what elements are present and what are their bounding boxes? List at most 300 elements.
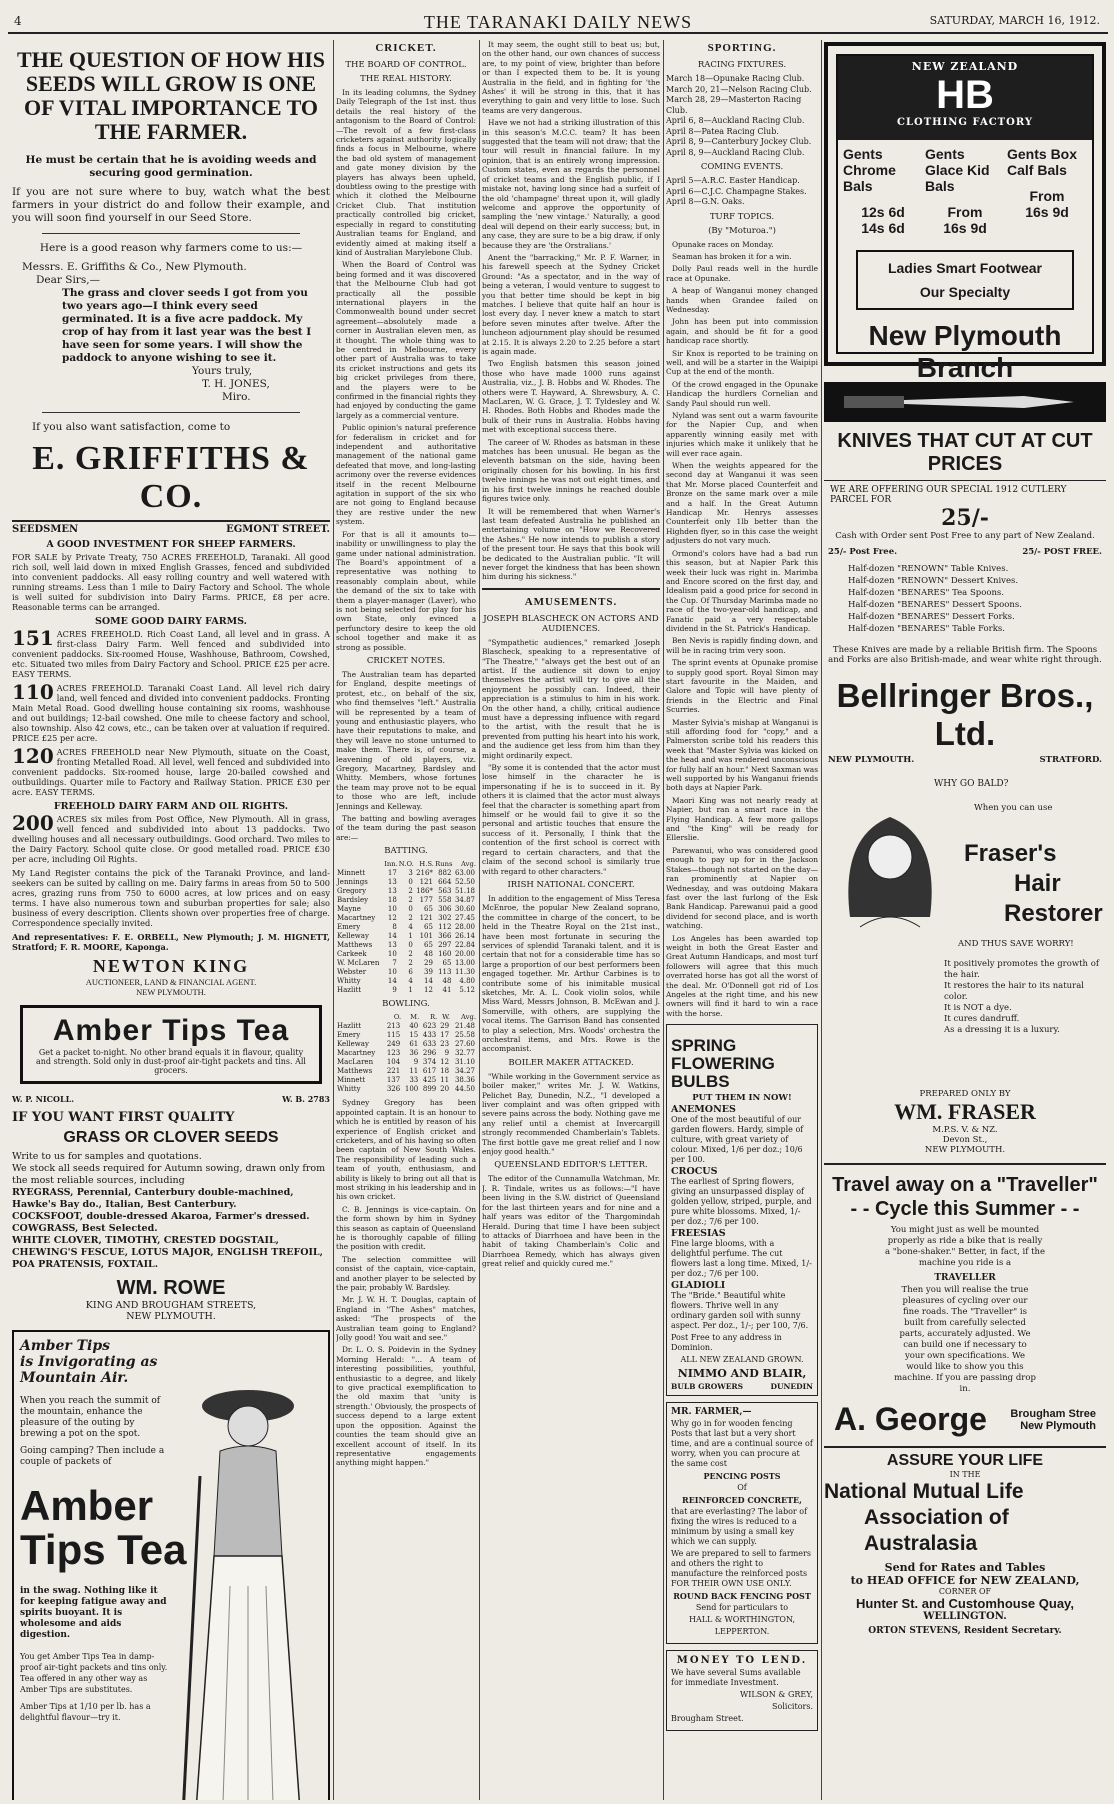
shoe-item — [1007, 146, 1087, 236]
bulbs-h2: FLOWERING — [671, 1054, 775, 1074]
cricket-p8: C. B. Jennings is vice-captain. On the form shown by him in Sydney this season as captain of Queensland he is thoroughly capable of filling the position with credit. — [336, 1204, 476, 1252]
shoe-item — [925, 146, 1005, 236]
rowe-name: WM. ROWE — [116, 1277, 226, 1299]
bulbs-h1: SPRING — [671, 1036, 737, 1056]
satisfaction-text: If you also want satisfaction, come to — [32, 421, 231, 433]
batting-cell: 29 — [424, 959, 433, 968]
cricket-p2: When the Board of Control was being formed and it was discovered that the Melbourne Club had got practically all the possible international players in the Commonwealth bound under secret agreement—absolutely made a corner in Australian eleven men, as it thought. The whole thing was to be centred in Melbourne, every other part of Australia was to take its cricket instructions and gets its big cricket privileges from there, and the players were to be confirmed in the financial rights they had enjoyed by conducting the game largely as a commercial venture. — [336, 260, 476, 420]
batting-cell: 17 — [387, 869, 397, 878]
divider — [824, 480, 1106, 481]
batting-table — [336, 860, 476, 995]
bowling-cell: 100 — [404, 1085, 419, 1094]
tips-brand2: Tips Tea — [20, 1526, 187, 1573]
tips-head3: Mountain Air. — [20, 1370, 129, 1386]
branch-name: New Plymouth Branch — [868, 320, 1062, 383]
agent-role: AUCTIONEER, LAND & FINANCIAL AGENT. — [85, 977, 257, 987]
turf-p6: Sir Knox is reported to be training on well, and will be a starter in the Waipipi Cup at the end of the month. — [666, 348, 818, 377]
hair-b1: It positively promotes the growth of the hair. — [944, 959, 1099, 980]
farm-120: 120 ACRES FREEHOLD near New Plymouth, situate on the Coast, fronting Metalled Road. All level, well fenced and subdivided into convenient paddocks. Six-roomed house, large 20-bailed cowshed and outbuildings. Quarter mile to Factory and Railway Station. PRICE £30 per acre. EASY TERMS. — [12, 744, 330, 797]
seedsmen-label: SEEDSMEN — [12, 524, 79, 535]
col3-p8: "By some it is contended that the actor must lose himself in the character he is impersonating if he is to succeed in it. By others it is claimed that the actor must always feel that the character is something apart from himself or he would fail to give it so the personal and artistic touches that ensure the success of it. Personally, I think that the contention of the first school is correct with regard to certain characters, and that the claim of the second school is similarly true with regard to other characters." — [482, 763, 660, 876]
smart-line2: Our Specialty — [919, 284, 1011, 300]
bowling-cell: 12 — [440, 1058, 450, 1067]
batting-cell: 13 — [387, 941, 397, 950]
batting-cell: 14 — [387, 932, 397, 941]
knives-title: KNIVES THAT CUT AT CUT PRICES — [837, 430, 1093, 475]
column-rule — [663, 40, 664, 1800]
tips-p1: When you reach the summit of the mountain, enhance the pleasure of the outing by brewing a pot on the spot. — [20, 1396, 161, 1439]
hair-cred: M.P.S. V. & NZ. — [932, 1125, 998, 1135]
batting-cell: W. McLaren — [337, 959, 380, 968]
bowling-cell: 25.58 — [454, 1031, 475, 1040]
bowling-cell: 213 — [386, 1022, 401, 1031]
bowling-header-cell: O. — [393, 1013, 402, 1022]
fence-firm: HALL & WORTHINGTON, — [688, 1615, 796, 1625]
hair-b4: It cures dandruff. — [944, 1014, 1020, 1024]
bowling-cell: 9 — [444, 1049, 450, 1058]
batting-cell: 302 — [438, 914, 452, 923]
tips-p2: Going camping? Then include a couple of packets of — [20, 1446, 165, 1467]
farms-p1: FOR SALE by Private Treaty, 750 ACRES FREEHOLD, Taranaki. All good rich soil, well laid down in mixed English Grasses, fenced and subdivided into convenient paddocks. All easy rolling country and well watered with running streams. Less than 1 mile to Dairy Factory and School. The whole is well suited for subdivision into Dairy Farms. PRICE, £8 per acre. Reasonable terms can be arranged. — [12, 552, 330, 612]
farms-head-2: SOME GOOD DAIRY FARMS. — [95, 616, 247, 627]
coming-event-item: April 6—C.J.C. Champagne Stakes. — [666, 186, 807, 196]
bulbs-post: Post Free to any address in Dominion. — [671, 1333, 782, 1353]
turf-p14: Maori King was not nearly ready at Napier, but ran a smart race in the Flying Handicap. A few more gallops and "the King" will be ready for Ellerslie. — [666, 795, 818, 843]
knives-post — [824, 541, 1106, 563]
bowling-cell: 123 — [386, 1049, 401, 1058]
bowling-header-cell — [336, 1013, 383, 1022]
bowling-cell: 633 — [422, 1040, 437, 1049]
column-rule — [821, 40, 822, 1800]
cycle-town: New Plymouth — [1020, 1419, 1096, 1432]
hair-benefits — [944, 959, 1104, 1036]
bowling-cell: 296 — [422, 1049, 437, 1058]
tips-p4: You get Amber Tips Tea in damp-proof air-tight packets and tins only. Tea offered in any other way as Amber Tips are substitutes. — [20, 1652, 168, 1694]
divider — [482, 588, 660, 590]
bowling-cell: Whitty — [337, 1085, 361, 1094]
batting-cell: 2 — [408, 887, 413, 896]
amber-tips-sub: Get a packet to-night. No other brand equals it in flavour, quality and strength. Sold only in dust-proof air-tight packets and tins. All grocers. — [35, 1048, 306, 1075]
batting-cell: 1 — [408, 932, 413, 941]
queensland-title: QUEENSLAND EDITOR'S LETTER. — [494, 1160, 648, 1171]
batting-row — [336, 950, 476, 959]
life-addr: Hunter St. and Customhouse Quay, — [856, 1596, 1074, 1611]
bowling-cell: 61 — [409, 1040, 419, 1049]
fixture-item: March 18—Opunake Racing Club. — [666, 74, 805, 83]
shoe-name: Gents Chrome Bals — [843, 146, 896, 194]
cycle-address — [1010, 1408, 1096, 1432]
life-corner: CORNER OF — [938, 1587, 992, 1596]
cycle-street: Brougham Stree — [1010, 1407, 1096, 1420]
letter-greeting: Dear Sirs,— — [36, 274, 101, 286]
batting-row — [336, 878, 476, 887]
batting-cell: 177 — [419, 896, 433, 905]
hair-brand — [964, 839, 1103, 929]
cricket-p1: In its leading columns, the Sydney Daily Telegraph of the 1st inst. thus details the real history of the antagonism to the Board of Control:—The revolt of a few first-class cricketers against authority logically finds a focus in Melbourne, where the bad old system of management and gate money division by the players has always been upheld, doubtless owing to the prestige with which it clothed the Melbourne Cricket Club. That institution practically controlled big cricket, especially in regard to constituting Australian teams for England, and evidently aimed at making itself a kind of Australian Marylebone Club. — [336, 88, 476, 257]
bowling-cell: Kelleway — [337, 1040, 369, 1049]
testimonial-letter — [12, 261, 330, 404]
griffiths-brand: E. GRIFFITHS & CO. — [32, 440, 310, 515]
turf-p7: Of the crowd engaged in the Opunake Handicap the hurdlers Cornelian and Sandy Paul should run well. — [666, 379, 818, 408]
bowling-cell: Hazlitt — [337, 1022, 362, 1031]
batting-cell: 10 — [387, 968, 397, 977]
batting-cell: Bardsley — [337, 896, 369, 905]
knife-item: Half-dozen "BENARES" Dessert Spoons. — [848, 600, 1022, 610]
bowling-cell: 40 — [409, 1022, 419, 1031]
tips-head2: is Invigorating as — [20, 1354, 158, 1370]
shoe-price — [843, 204, 923, 236]
bowling-body — [336, 1022, 476, 1094]
bowling-row — [336, 1031, 476, 1040]
col3-p11: The editor of the Cunnamulla Watchman, Mr. J. R. Tindale, writes us as follows:—"I have been living in the S.W. district of Queensland for the last thirteen years and for nine and a half years was editor of the Thargomindah Herald. During that time I have been subject to attacks of Diarrhoea and have been in the habit of taking Chamberlain's Colic and Diarrhoea Remedy, which has always given great relief and quickly cured me." — [482, 1174, 660, 1269]
hair-firm: WM. FRASER — [894, 1099, 1036, 1124]
batting-cell: 48 — [424, 950, 433, 959]
street-label: EGMONT STREET. — [226, 524, 330, 535]
fence-h2: PENCING POSTS — [703, 1471, 781, 1482]
letter-name: T. H. JONES, — [202, 378, 270, 390]
shoe-list — [838, 140, 1092, 236]
col3-p1: It may seem, the ought still to beat us; but, on the other hand, our own chances of success are, to my point of view, brighter than before or than I expected them to be. It is young Australia in the field, and in fighting for 'the Ashes' it will be strong in this, that it has everything to gain and very little to lose. Such teams are very dangerous. — [482, 40, 660, 115]
cricket-p6: The batting and bowling averages of the team during the past season are:— — [336, 814, 476, 842]
newspaper-title: THE TARANAKI DAILY NEWS — [423, 12, 693, 32]
turf-title: TURF TOPICS. — [709, 211, 775, 222]
batting-row — [336, 869, 476, 878]
bowling-header-cell: R. — [429, 1013, 438, 1022]
life-city: WELLINGTON. — [923, 1611, 1007, 1622]
knives-note: These Knives are made by a reliable British firm. The Spoons and Forks are also British-made, and wear white right through. — [828, 645, 1102, 665]
amusements-sub: JOSEPH BLASCHECK ON ACTORS AND AUDIENCES. — [483, 613, 659, 634]
rowe-h1: IF YOU WANT FIRST QUALITY — [12, 1110, 235, 1125]
rowe-p1: Write to us for samples and quotations. — [12, 1151, 202, 1162]
col3-p2: Have we not had a striking illustration of this in this season's M.C.C. team? It has been suggested that the team will not draw; that the tour will result in financial failure. In my opinion, that is an entirely wrong impression. Custom states, even as regards the personnel of cricket teams and the English public, if I mistake not, having long since had a surfeit of the old 'champagne' threat upon it, will gladly welcome and approve the opportunity of sampling the 'new vintage.' Naturally, a good deal will depend on their early success; but, in any case, they are sure to be a big draw, if only because they are 'the Orstralians.' — [482, 118, 660, 250]
fence-p1: Why go in for wooden fencing Posts that last but a very short time, and are a continual source of worry, when you can procure at the same cost — [671, 1419, 813, 1469]
batting-cell: 7 — [392, 959, 397, 968]
column-advertisements-right — [824, 40, 1106, 1800]
life-h3: Association of Australasia — [864, 1506, 1009, 1555]
bowling-row — [336, 1067, 476, 1076]
batting-cell: 14 — [387, 977, 397, 986]
letter-body: The grass and clover seeds I got from you two years ago—I think every seed germinated. It is a five acre paddock. My crop of hay from it last year was the best I have seen for some years. I will show the paddock to anyone wishing to see it. — [62, 287, 312, 364]
bellringer-name: Bellringer Bros., Ltd. — [836, 677, 1094, 752]
batting-cell: 10 — [387, 950, 397, 959]
hair-b2: It restores the hair to its natural color. — [944, 981, 1084, 1002]
turf-p15: Parewanui, who was considered good enough to pay up for in the Jackson Stakes—though not started on the day—ran prominently at Napier on Wednesday, and was outdoing Makara fast over the last furlong of the Esk Bank Handicap. Parewanui paid a good dividend for second place, and is worth watching. — [666, 845, 818, 931]
batting-cell: Whitty — [337, 977, 361, 986]
batting-cell: Gregory — [337, 887, 367, 896]
batting-row — [336, 968, 476, 977]
cricket-p9: The selection committee will consist of the captain, vice-captain, and another player to be selected by the pair, probably W. Bardsley. — [336, 1254, 476, 1292]
cricket-p4: For that is all it amounts to—inability or unwillingness to play the game under national administration. The Board's appointment of a representative was nothing to reasonably complain about, while the demand of the six to take with them a player-manager (Laver), who is not being selected for play for his own State, only evinced a perfunctory desire to keep the old school together and make it as strong as possible. — [336, 529, 476, 652]
cycle-h2: - - Cycle this Summer - - — [850, 1198, 1080, 1220]
knives-cash: Cash with Order sent Post Free to any part of New Zealand. — [835, 531, 1095, 541]
cricket-sub1: THE BOARD OF CONTROL. — [345, 60, 467, 70]
batting-cell: 366 — [438, 932, 452, 941]
seeds-lead: He must be certain that he is avoiding weeds and securing good germination. — [25, 154, 317, 179]
coming-events-list — [666, 176, 818, 208]
shoe-price — [925, 204, 1005, 236]
shoe-price — [1007, 188, 1087, 220]
batting-cell: 2 — [408, 896, 413, 905]
fixture-item: March 20, 21—Nelson Racing Club. — [666, 84, 812, 94]
batting-cell: 0 — [408, 941, 413, 950]
hair-b3: It is NOT a dye. — [944, 1003, 1012, 1013]
bowling-cell: MacLaren — [337, 1058, 374, 1067]
batting-body — [336, 869, 476, 995]
fence-h3: REINFORCED CONCRETE, — [682, 1495, 802, 1506]
fence-send: Send for particulars to — [695, 1603, 789, 1613]
hair-name1: Fraser's — [964, 840, 1057, 867]
column-news-middle — [482, 40, 660, 1800]
shoe-item — [843, 146, 923, 236]
amusements-title: AMUSEMENTS. — [524, 595, 618, 608]
bowling-cell: 38.36 — [454, 1076, 475, 1085]
batting-cell: 13.00 — [454, 959, 475, 968]
bulb-desc: Fine large blooms, with a delightful perfume. The cut flowers last a long time. Mixed, 1/- per doz.; 7/6 per 100. — [671, 1239, 812, 1279]
bellringer-right: STRATFORD. — [1039, 755, 1102, 765]
batting-cell: 2 — [408, 950, 413, 959]
batting-cell: 558 — [438, 896, 452, 905]
divider — [42, 233, 300, 234]
hair-why: WHY GO BALD? — [934, 779, 1009, 789]
shoe-name: Gents Box Calf Bals — [1007, 146, 1078, 178]
cycle-brand: TRAVELLER — [934, 1273, 996, 1283]
amber-tips-title: Amber Tips Tea — [52, 1014, 290, 1047]
col3-p5: The career of W. Rhodes as batsman in these matches has been unusual. He began as the eleventh batsman on the side, having been originally chosen for his bowling. In his first twelve innings he was not out eight times, and in his first twelve innings he reached double figures twice only. — [482, 437, 660, 504]
bowling-cell: 18 — [440, 1067, 450, 1076]
batting-cell: 20.00 — [454, 950, 475, 959]
batting-cell: Hazlitt — [337, 986, 362, 995]
bowling-row — [336, 1049, 476, 1058]
batting-cell: 52.50 — [454, 878, 475, 887]
tips-p3: in the swag. Nothing like it for keeping fatigue away and spirits buoyant. It is wholesome and aids digestion. — [20, 1586, 167, 1640]
bulbs-ad — [666, 1024, 818, 1396]
hb-footwear-ad — [824, 42, 1106, 383]
tips-brand1: Amber — [20, 1482, 154, 1529]
shoe-price-1: 12s 6d — [861, 204, 905, 220]
batting-cell: 65 — [424, 941, 433, 950]
bowling-cell: 249 — [386, 1040, 401, 1049]
life-h1: ASSURE YOUR LIFE — [886, 1452, 1044, 1469]
batting-cell: 306 — [438, 905, 452, 914]
batting-row — [336, 932, 476, 941]
turf-p5: John has been put into commission again, and should be fit for a good handicap race shortly. — [666, 317, 818, 346]
representatives: And representatives: F. E. ORBELL, New Plymouth; J. M. HIGNETT, Stratford; F. R. MOORE, Kaponga. — [12, 932, 330, 952]
knives-post-left: 25/- Post Free. — [828, 547, 898, 557]
knives-price: 25/- — [941, 505, 989, 531]
hair-street: Devon St., — [942, 1135, 988, 1145]
fixture-item: March 28, 29—Masterton Racing Club. — [666, 95, 802, 115]
money-p: We have several Sums available for immediate Investment. — [671, 1668, 801, 1688]
batting-row — [336, 923, 476, 932]
hair-prep: PREPARED ONLY BY — [919, 1089, 1011, 1099]
batting-cell: 2 — [408, 959, 413, 968]
bowling-table — [336, 1013, 476, 1094]
bulb-name: ANEMONES — [671, 1104, 736, 1116]
cycle-p2: Then you will realise the true pleasures of cycling over our fine roads. The "Traveller" is built from carefully selected parts, accurately adjusted. We can build one if necessary to your own specifications. We would like to show you this machine. If you are passing drop in. — [894, 1285, 1036, 1394]
batting-cell: 12 — [387, 914, 397, 923]
batting-header-cell: Inn. — [384, 860, 398, 869]
fence-town: LEPPERTON. — [714, 1627, 770, 1637]
bowling-header-row — [336, 1013, 476, 1022]
batting-cell: Webster — [337, 968, 367, 977]
bulb-item — [671, 1105, 813, 1165]
bulb-item — [671, 1229, 813, 1279]
batting-cell: 26.14 — [454, 932, 475, 941]
bowling-cell: 31.10 — [454, 1058, 475, 1067]
hb-nz: NEW ZEALAND — [911, 60, 1019, 73]
tips-head1: Amber Tips — [20, 1338, 111, 1354]
bulb-name: CROCUS — [671, 1166, 718, 1178]
batting-cell: 11.30 — [454, 968, 475, 977]
turf-p9: When the weights appeared for the second day at Wanganui it was seen that Mr. Morse placed Counterfeit and Bronze on the same mark over a mile and a half. In the Great Autumn Handicap Mr. Henrys assesses Counterfeit only 1lb better than the Highden flyer, so in this case the weight adjusters do not vary much. — [666, 461, 818, 546]
issue-date: SATURDAY, MARCH 16, 1912. — [929, 14, 1100, 27]
batting-header-row — [336, 860, 476, 869]
batting-cell: 51.18 — [454, 887, 475, 896]
bulbs-put: PUT THEM IN NOW! — [692, 1093, 792, 1104]
bowling-row — [336, 1040, 476, 1049]
farm-200: 200 ACRES six miles from Post Office, New Plymouth. All in grass, well fenced and subdivided into about 13 paddocks. Two dwelling houses and all necessary outbuildings. Good orchard. Two miles to the Dairy Factory. School quite close. Or good metalled road. PRICE £30 per acre, including Oil Rights. — [12, 811, 330, 864]
life-h2: National Mutual Life — [824, 1480, 1024, 1503]
seeds-reason: Here is a good reason why farmers come to us:— — [39, 242, 303, 254]
rowe-addr2: NEW PLYMOUTH. — [126, 1311, 216, 1322]
bulb-items — [671, 1105, 813, 1331]
hair-when: When you can use — [974, 803, 1053, 813]
batting-row — [336, 887, 476, 896]
bowling-cell: 221 — [386, 1067, 401, 1076]
batting-row — [336, 896, 476, 905]
knife-items — [824, 563, 1106, 635]
fence-h4: ROUND BACK FENCING POST — [673, 1591, 811, 1602]
batting-cell: 39 — [424, 968, 433, 977]
batting-cell: 65 — [424, 905, 433, 914]
cricket-p3: Public opinion's natural preference for federalism in cricket and for independent and authoritative management of the national game defeated that move, and long-lasting acrimony over the reverse evidences itself in the recent Melbourne agitation in support of the six who are not going to England because they are restive under the new system. — [336, 423, 476, 527]
batting-cell: 113 — [438, 968, 452, 977]
batting-cell: 4 — [408, 923, 413, 932]
seeds-headline: THE QUESTION OF HOW HIS SEEDS WILL GROW IS ONE OF VITAL IMPORTANCE TO THE FARMER. — [16, 47, 326, 144]
fixtures-list — [666, 74, 818, 158]
agent-name: NEWTON KING — [92, 956, 250, 976]
batting-cell: 5.12 — [459, 986, 475, 995]
batting-cell: 297 — [438, 941, 452, 950]
col3-p6: It will be remembered that when Warner's last team defeated Australia he published an entertaining volume on "How we Recovered the Ashes." He now intends to publish a story of the present tour. He says that this book will be dedicated to the Australian public. "It will never forget the kindness that has been shown him during his sickness." — [482, 506, 660, 582]
fence-p3: We are prepared to sell to farmers and others the right to manufacture the reinforced posts FOR THEIR OWN USE ONLY. — [671, 1549, 811, 1589]
shoe-name: Gents Glace Kid Bals — [925, 146, 990, 194]
batting-cell: 9 — [392, 986, 397, 995]
batting-cell: 882 — [438, 869, 452, 878]
batting-cell: 664 — [438, 878, 452, 887]
fence-h: MR. FARMER,— — [671, 1407, 752, 1418]
bowling-cell: 11 — [409, 1067, 419, 1076]
batting-cell: 48 — [442, 977, 452, 986]
turf-p2: Seaman has broken it for a win. — [672, 251, 792, 261]
batting-cell: 2 — [408, 914, 413, 923]
cricket-title: CRICKET. — [375, 42, 437, 54]
bowling-row — [336, 1085, 476, 1094]
bowling-cell: Minnett — [337, 1076, 366, 1085]
amber-footer-right: W. B. 2783 — [282, 1094, 330, 1104]
rowe-p4: COCKSFOOT, double-dressed Akaroa, Farmer's dressed. — [12, 1211, 310, 1222]
letter-place: Miro. — [222, 391, 251, 403]
agent-town: NEW PLYMOUTH. — [136, 987, 206, 997]
batting-row — [336, 959, 476, 968]
life-to: to HEAD OFFICE for NEW ZEALAND, — [850, 1574, 1080, 1587]
shoe-price-2: 16s 9d — [1025, 204, 1069, 220]
col3-p7: "Sympathetic audiences," remarked Joseph Blascheck, speaking to a representative of "The Theatre," "always get the best out of an artist. If the audience sit down to enjoy themselves the artist will try to give all the enjoyment he possibly can. Indeed, their appreciation is a stimulus to him in his work. On the other hand, a chilly, critical audience must have a depressing influence with regard to the artist, with the result that he is prevented from putting his heart into his work, and the audience get less from him than they might ordinarily expect. — [482, 637, 660, 760]
batting-header-cell: N.O. — [398, 860, 414, 869]
fixture-item: April 8—Patea Racing Club. — [666, 126, 779, 136]
knife-item: Half-dozen "RENOWN" Dessert Knives. — [848, 576, 1019, 586]
batting-cell: 13 — [387, 887, 397, 896]
bowling-cell: 20 — [440, 1085, 450, 1094]
cricket-notes-title: CRICKET NOTES. — [366, 655, 446, 666]
bowling-cell: 34.27 — [454, 1067, 475, 1076]
cricket-p10: Mr. J. W. H. T. Douglas, captain of England in "The Ashes" matches, asked: "The prospects of the Australian team going to England? Jolly good! You wait and see." — [336, 1295, 476, 1343]
divider — [824, 1446, 1106, 1448]
cricket-p5: The Australian team has departed for England, despite meetings of protest, etc., on behalf of the six, who find themselves "left." Australia will be represented by a team of young and enthusiastic players, who have their reputations to make, and they will leave no stone unturned to make them. There is, of course, a leavening of old players, viz. Gregory, Macartney, Bardsley and Whitty. Members, whose fortunes the team may prove not to be equal to those who are left, include Jennings and Kelleway. — [336, 669, 476, 811]
batting-header-cell: H.S. — [419, 860, 434, 869]
bowling-cell: 27.60 — [454, 1040, 475, 1049]
amber-tips-mountain-ad — [12, 1330, 330, 1800]
life-sec: ORTON STEVENS, Resident Secretary. — [868, 1626, 1062, 1636]
hair-save: AND THUS SAVE WORRY! — [958, 939, 1074, 949]
farms-head-3: FREEHOLD DAIRY FARM AND OIL RIGHTS. — [53, 801, 289, 812]
turf-p4: A heap of Wanganui money changed hands when Grandee failed on Wednesday. — [666, 286, 818, 314]
fixture-item: April 8, 9—Canterbury Jockey Club. — [666, 137, 812, 146]
batting-cell: 28.00 — [454, 923, 475, 932]
newton-king-block — [12, 956, 330, 997]
bowling-cell: 23 — [440, 1040, 450, 1049]
bowling-cell: Macartney — [337, 1049, 376, 1058]
fence-of: Of — [737, 1483, 747, 1493]
shoe-price-1: From — [1029, 188, 1065, 204]
batting-cell: 121 — [419, 914, 433, 923]
batting-cell: 4.80 — [459, 977, 475, 986]
bowling-cell: 36 — [409, 1049, 419, 1058]
rowe-addr1: KING AND BROUGHAM STREETS, — [85, 1300, 257, 1311]
rowe-h2: GRASS OR CLOVER SEEDS — [63, 1129, 279, 1146]
shoe-price-1: From — [947, 204, 983, 220]
batting-cell: 216* — [416, 869, 433, 878]
bulb-name: FREESIAS — [671, 1228, 726, 1240]
batting-cell: 65 — [424, 923, 433, 932]
batting-cell: 34.87 — [454, 896, 475, 905]
divider — [42, 412, 300, 413]
bellringer-footer — [824, 753, 1106, 767]
bulb-item — [671, 1281, 813, 1331]
bulb-item — [671, 1167, 813, 1227]
fixture-item: April 8, 9—Auckland Racing Club. — [666, 147, 805, 157]
turf-p12: The sprint events at Opunake promise to supply good sport. Royal Simon may start favourite in the Maiden, and Galore and Topic will have plenty of friends in the Electric and Final Scurries. — [666, 658, 818, 715]
cricket-sub2: THE REAL HISTORY. — [360, 74, 452, 84]
bulbs-firm: NIMMO AND BLAIR, — [677, 1367, 807, 1381]
batting-cell: Minnett — [337, 869, 366, 878]
knife-item: Half-dozen "RENOWN" Table Knives. — [848, 564, 1009, 574]
bowling-header-cell: Avg. — [461, 1013, 476, 1022]
coming-event-item: April 8—G.N. Oaks. — [666, 197, 745, 206]
batting-cell: 4 — [408, 977, 413, 986]
rowe-p2: We stock all seeds required for Autumn sowing, drawn only from the most reliable sources, including — [12, 1163, 326, 1186]
knife-item: Half-dozen "BENARES" Table Forks. — [848, 624, 1005, 634]
bulbs-allnz: ALL NEW ZEALAND GROWN. — [680, 1355, 804, 1365]
hb-logo — [838, 56, 1092, 140]
cycle-h1: Travel away on a "Traveller" — [832, 1174, 1098, 1196]
batting-cell: Macartney — [337, 914, 376, 923]
batting-cell: 30.60 — [454, 905, 475, 914]
batting-row — [336, 941, 476, 950]
bowling-cell: 623 — [422, 1022, 437, 1031]
bowling-row — [336, 1076, 476, 1085]
batting-header-cell: Runs — [435, 860, 453, 869]
